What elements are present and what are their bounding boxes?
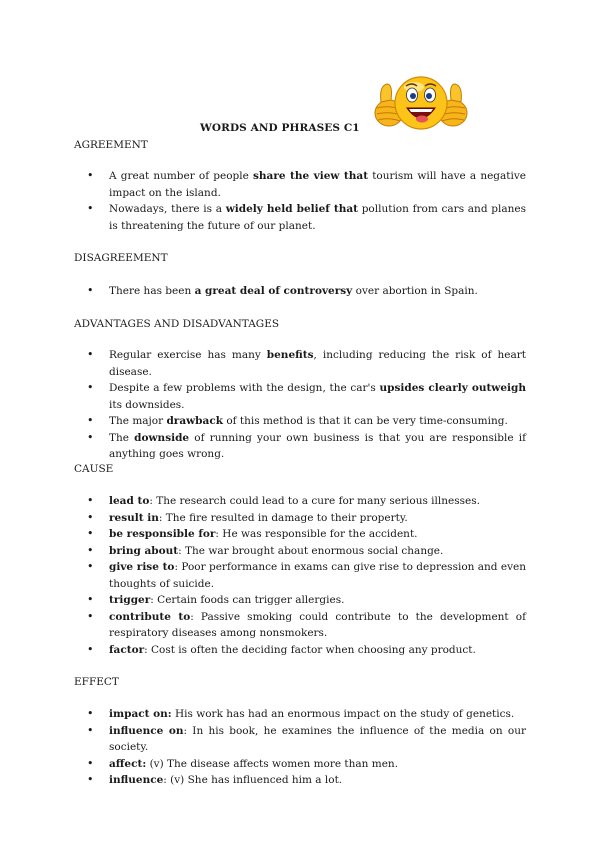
advantages-list	[74, 347, 526, 463]
list-item: • bring about: The war brought about enormous social change.	[74, 543, 526, 560]
list-item: • result in: The fire resulted in damage to their property.	[74, 510, 526, 527]
list-item: • The major drawback of this method is that it can be very time-consuming.	[74, 413, 526, 430]
list-item: • influence on: In his book, he examines the influence of the media on our society.	[74, 723, 526, 756]
list-item: • influence: (v) She has influenced him a lot.	[74, 772, 526, 789]
section-heading-agreement: AGREEMENT	[74, 139, 148, 151]
list-item: • Despite a few problems with the design, the car's upsides clearly outweigh its downsides.	[74, 380, 526, 413]
list-item: • There has been a great deal of controversy over abortion in Spain.	[74, 283, 526, 300]
thumbs-up-smiley-icon	[369, 72, 473, 138]
section-heading-cause: CAUSE	[74, 463, 114, 475]
list-item: • trigger: Certain foods can trigger allergies.	[74, 592, 526, 609]
list-item: • Regular exercise has many benefits, including reducing the risk of heart disease.	[74, 347, 526, 380]
list-item: • Nowadays, there is a widely held belief that pollution from cars and planes is threatening the future of our planet.	[74, 201, 526, 234]
section-heading-effect: EFFECT	[74, 676, 119, 688]
list-item: • A great number of people share the view that tourism will have a negative impact on the island.	[74, 168, 526, 201]
list-item: • give rise to: Poor performance in exams can give rise to depression and even thoughts of suicide.	[74, 559, 526, 592]
smiley-face	[395, 77, 447, 129]
disagreement-list	[74, 283, 526, 300]
section-heading-disagreement: DISAGREEMENT	[74, 252, 168, 264]
cause-list	[74, 493, 526, 658]
list-item: • factor: Cost is often the deciding factor when choosing any product.	[74, 642, 526, 659]
list-item: • contribute to: Passive smoking could contribute to the development of respiratory diseases among nonsmokers.	[74, 609, 526, 642]
agreement-list	[74, 168, 526, 234]
list-item: • be responsible for: He was responsible for the accident.	[74, 526, 526, 543]
section-heading-advantages-disadvantages: ADVANTAGES AND DISADVANTAGES	[74, 318, 280, 330]
list-item: • impact on: His work has had an enormous impact on the study of genetics.	[74, 706, 526, 723]
list-item: • The downside of running your own business is that you are responsible if anything goes wrong.	[74, 430, 526, 463]
list-item: • affect: (v) The disease affects women more than men.	[74, 756, 526, 773]
list-item: • lead to: The research could lead to a cure for many serious illnesses.	[74, 493, 526, 510]
effect-list	[74, 706, 526, 789]
page-title: WORDS AND PHRASES C1	[200, 122, 360, 134]
